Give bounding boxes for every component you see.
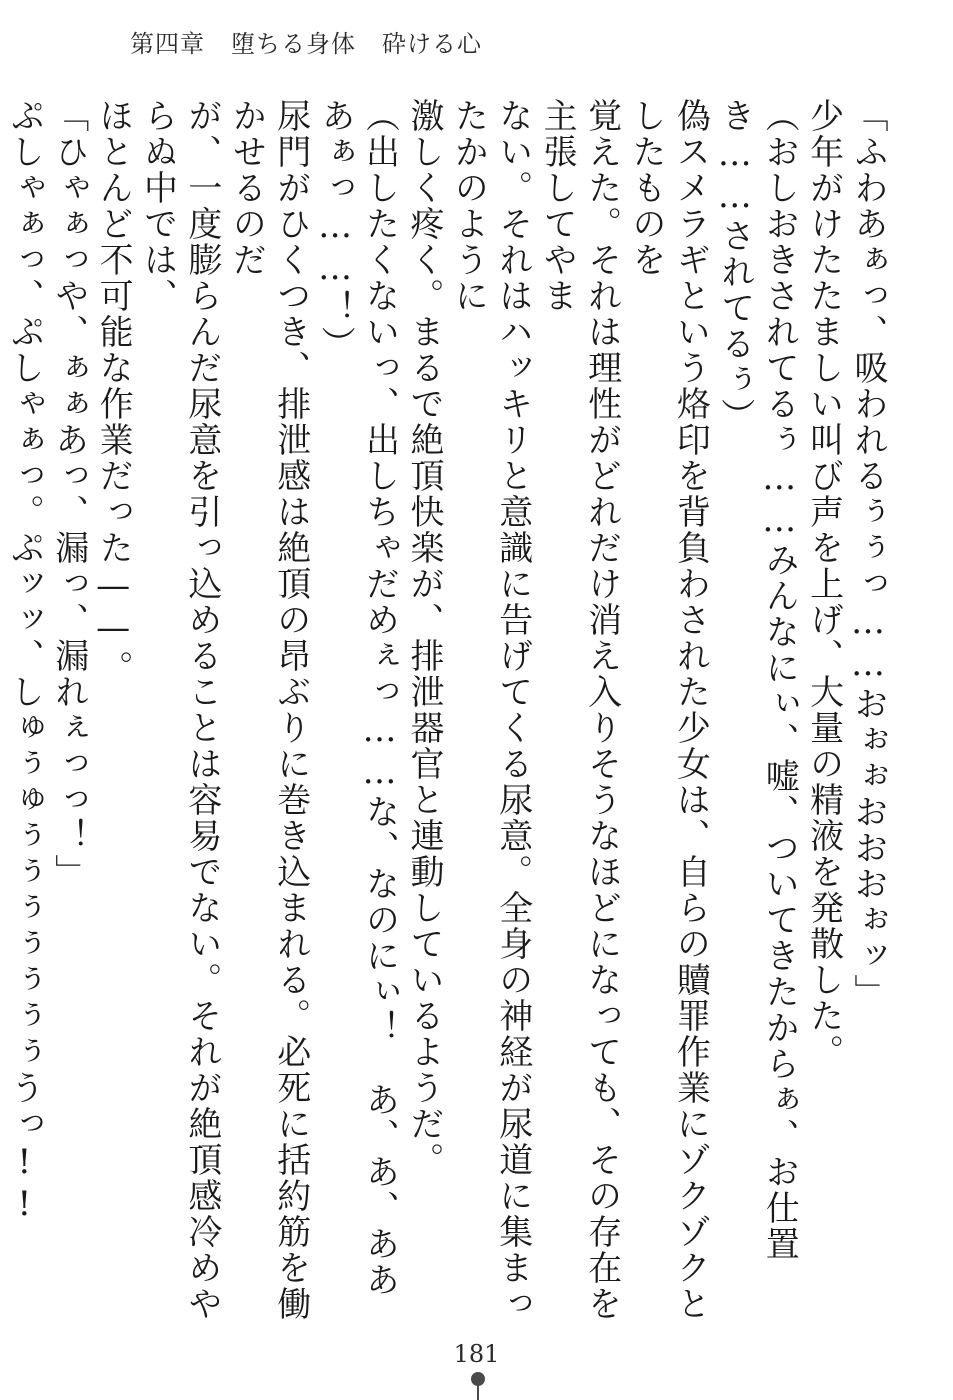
text-line: （おしおきされてるぅ……みんなにぃ、嘘、ついてきたからぁ、お仕置き……されてるぅ） [714,98,800,1262]
page-marker-dot-icon [471,1372,485,1386]
text-line: （出したくないっ、出しちゃだめぇっ……な、なのにぃ！ あ、あ、あああぁっ……！） [315,98,400,1298]
text-line: ない。それはハッキリと意識に告げてくる尿意。全身の神経が尿道に集まったかのように [448,98,533,1322]
text-line [0,98,2,1328]
text-line: ぷしゃぁっ、ぷしゃぁっ。ぷッッ、しゅぅゅぅぅぅぅぅぅぅうっ!! [4,98,45,1226]
page-number: 181 [453,1340,500,1368]
chapter-title-part2: 砕ける心 [382,30,482,58]
chapter-title-part1: 堕ちる身体 [231,30,356,58]
body-text [4,98,890,1328]
text-line: 偽スメラギという烙印を背負わされた少女は、自らの贖罪作業にゾクゾクとしたものを [625,98,711,1322]
running-head [130,24,508,59]
text-line: ほとんど不可能な作業だった——。 [93,98,134,686]
text-line: が、一度膨らんだ尿意を引っ込めることは容易でない。それが絶頂感冷めやらぬ中では、 [137,98,222,1322]
text-line: 「ふわあぁっ、吸われるぅぅっ……おぉぉおおおぉッ」 [848,98,888,1010]
page-marker-line [477,1386,479,1400]
text-line: 激しく疼く。まるで絶頂快楽が、排泄器官と連動しているようだ。 [403,98,444,1178]
chapter-label: 第四章 [130,30,205,58]
text-line: 覚えた。それは理性がどれだけ消え入りそうなほどになっても、その存在を主張してやま [537,98,622,1322]
text-line: 尿門がひくつき、排泄感は絶頂の昂ぶりに巻き込まれる。必死に括約筋を働かせるのだ [226,98,311,1322]
text-line: 少年がけたたましい叫び声を上げ、大量の精液を発散した。 [803,98,844,1070]
text-line: 「ひゃぁっや、ぁぁあっ、漏っ、漏れぇっっ！」 [48,98,89,890]
